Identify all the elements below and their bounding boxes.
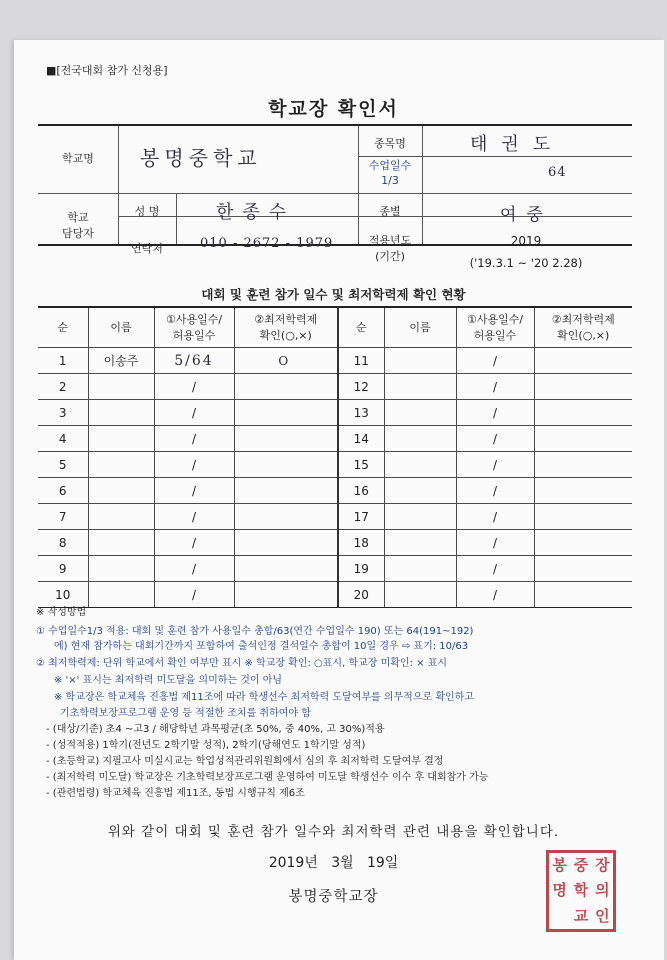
row-usage-right: / xyxy=(456,400,534,426)
table-row xyxy=(38,400,632,426)
row-check-right xyxy=(534,582,632,608)
row-name xyxy=(88,374,154,400)
note-4b: 기초학력보장프로그램 운영 등 적절한 조치를 취하여야 함 xyxy=(60,708,311,719)
note-5: - (대상/기준) 초4 ~고3 / 해당학년 과목평균(초 50%, 중 40%, 고 30%)적용 xyxy=(46,724,385,735)
row-usage: / xyxy=(154,530,234,556)
row-no: 6 xyxy=(38,478,88,504)
row-name-right xyxy=(384,348,456,374)
row-check xyxy=(234,374,338,400)
row-no-right: 20 xyxy=(338,582,384,608)
row-no-right: 11 xyxy=(338,348,384,374)
row-usage: / xyxy=(154,400,234,426)
seal-char: 학 xyxy=(573,881,589,900)
header-usage-left-line2: 허용일수 xyxy=(172,328,216,342)
row-name xyxy=(88,582,154,608)
row-no-right: 15 xyxy=(338,452,384,478)
row-name-right xyxy=(384,426,456,452)
header-check-left-line1: ②최저학력제 xyxy=(254,312,318,326)
seal-char: 명 xyxy=(552,881,567,900)
school-days-value: 64 xyxy=(548,165,567,180)
school-days-label-line2: 1/3 xyxy=(381,174,399,187)
row-usage: 5/64 xyxy=(154,348,234,374)
note-3: ※ '×' 표시는 최저학력 미도달을 의미하는 것이 아님 xyxy=(54,675,283,686)
participation-table xyxy=(38,306,632,608)
official-seal xyxy=(546,850,616,932)
row-name xyxy=(88,400,154,426)
row-no: 2 xyxy=(38,374,88,400)
note-9: - (관련법령) 학교체육 진흥법 제11조, 동법 시행규칙 제6조 xyxy=(46,788,305,799)
row-no: 10 xyxy=(38,582,88,608)
row-check: O xyxy=(234,348,338,374)
row-check-right xyxy=(534,452,632,478)
row-usage: / xyxy=(154,556,234,582)
row-check-right xyxy=(534,478,632,504)
row-no: 1 xyxy=(38,348,88,374)
row-no: 8 xyxy=(38,530,88,556)
table-header-row xyxy=(38,307,632,348)
row-no-right: 14 xyxy=(338,426,384,452)
header-usage-right xyxy=(456,307,534,348)
row-name xyxy=(88,530,154,556)
seal-char: 의 xyxy=(595,881,610,900)
row-usage-right: / xyxy=(456,426,534,452)
row-no: 3 xyxy=(38,400,88,426)
row-check-right xyxy=(534,530,632,556)
row-name-right xyxy=(384,374,456,400)
seal-char: 장 xyxy=(595,856,610,875)
table-row xyxy=(38,426,632,452)
confirmation-date: 2019년 3월 19일 xyxy=(268,855,399,871)
row-check xyxy=(234,556,338,582)
event-value: 태권도 xyxy=(470,134,565,155)
row-usage: / xyxy=(154,582,234,608)
row-name-right xyxy=(384,478,456,504)
row-usage: / xyxy=(154,374,234,400)
contact-label: 연락처 xyxy=(131,242,163,255)
seal-char: 인 xyxy=(595,906,610,925)
row-check xyxy=(234,400,338,426)
row-usage-right: / xyxy=(456,452,534,478)
row-check xyxy=(234,582,338,608)
row-check xyxy=(234,478,338,504)
table-row xyxy=(38,348,632,374)
note-1b: 에) 현재 참가하는 대회기간까지 포함하여 출석인정 결석일수 총합이 10일 경우 ⇨ 표기: 10/63 xyxy=(54,641,469,652)
table-row xyxy=(38,530,632,556)
table-row xyxy=(38,504,632,530)
header-usage-left xyxy=(154,307,234,348)
row-no-right: 12 xyxy=(338,374,384,400)
table-row xyxy=(38,452,632,478)
year-label xyxy=(358,233,422,265)
header-usage-left-line1: ①사용일수/ xyxy=(165,312,223,326)
row-no-right: 17 xyxy=(338,504,384,530)
row-name xyxy=(88,504,154,530)
row-no-right: 13 xyxy=(338,400,384,426)
row-no: 4 xyxy=(38,426,88,452)
row-no-right: 19 xyxy=(338,556,384,582)
category-label: 종별 xyxy=(379,205,401,218)
row-name xyxy=(88,556,154,582)
row-usage-right: / xyxy=(456,556,534,582)
row-check xyxy=(234,426,338,452)
year-label-line2: (기간) xyxy=(375,250,405,263)
row-check-right xyxy=(534,348,632,374)
row-check-right xyxy=(534,426,632,452)
signer-name: 봉명중학교장 xyxy=(288,889,379,905)
table-row xyxy=(38,478,632,504)
form-type-tag: ■[전국대회 참가 신청용] xyxy=(46,64,168,77)
header-check-left xyxy=(234,307,338,348)
row-usage: / xyxy=(154,426,234,452)
header-no-left: 순 xyxy=(38,307,88,348)
row-name: 이송주 xyxy=(88,348,154,374)
seal-char: 교 xyxy=(573,906,589,925)
row-no-right: 18 xyxy=(338,530,384,556)
year-value: 2019 xyxy=(510,234,542,248)
row-usage-right: / xyxy=(456,530,534,556)
row-name-right xyxy=(384,556,456,582)
row-usage-right: / xyxy=(456,348,534,374)
row-name xyxy=(88,478,154,504)
note-2: ② 최저학력제: 단위 학교에서 확인 여부만 표시 ※ 학교장 확인: ○표시, 학교장 미확인: × 표시 xyxy=(36,658,448,669)
school-days-label xyxy=(358,158,422,188)
row-usage: / xyxy=(154,504,234,530)
section-title: 대회 및 훈련 참가 일수 및 최저학력제 확인 현황 xyxy=(201,287,466,302)
note-7: - (초등학교) 지필고사 미실시교는 학업성적관리위원회에서 심의 후 최저학력 도달여부 결정 xyxy=(46,756,444,767)
header-check-right-line1: ②최저학력제 xyxy=(551,312,615,326)
school-name-value: 봉명중학교 xyxy=(140,146,262,170)
row-no-right: 16 xyxy=(338,478,384,504)
row-name-right xyxy=(384,452,456,478)
note-4a: ※ 학교장은 학교체육 진흥법 제11조에 따라 학생선수 최저학력 도달여부를 의무적으로 확인하고 xyxy=(54,692,474,703)
row-name xyxy=(88,452,154,478)
name-value: 한종수 xyxy=(216,202,296,223)
row-no: 5 xyxy=(38,452,88,478)
header-check-left-line2: 확인(○,×) xyxy=(259,328,312,342)
header-check-right-line2: 확인(○,×) xyxy=(557,328,610,342)
row-name-right xyxy=(384,400,456,426)
row-check-right xyxy=(534,374,632,400)
row-no: 7 xyxy=(38,504,88,530)
header-name-left: 이름 xyxy=(88,307,154,348)
seal-char: 중 xyxy=(573,856,589,875)
row-usage-right: / xyxy=(456,504,534,530)
header-name-right: 이름 xyxy=(384,307,456,348)
school-days-label-line1: 수업일수 xyxy=(368,159,412,172)
row-check-right xyxy=(534,400,632,426)
note-6: - (성적적용) 1학기(전년도 2학기말 성적), 2학기(당해연도 1학기말 성적) xyxy=(46,740,366,751)
notes-heading: ※ 작성방법 xyxy=(36,607,87,618)
row-check xyxy=(234,530,338,556)
header-check-right xyxy=(534,307,632,348)
document-title: 학교장 확인서 xyxy=(268,98,399,120)
school-name-label: 학교명 xyxy=(62,152,94,165)
row-usage-right: / xyxy=(456,374,534,400)
teacher-label-line2: 담당자 xyxy=(62,227,94,240)
category-value: 여중 xyxy=(500,205,553,225)
row-check xyxy=(234,452,338,478)
row-check xyxy=(234,504,338,530)
note-1a: ① 수업일수1/3 적용: 대회 및 훈련 참가 사용일수 총합/63(연간 수업일수 190) 또는 64(191~192) xyxy=(36,626,474,637)
year-range: ('19.3.1 ~ '20 2.28) xyxy=(469,256,583,270)
event-label: 종목명 xyxy=(374,137,406,150)
row-no: 9 xyxy=(38,556,88,582)
header-no-right: 순 xyxy=(338,307,384,348)
table-row xyxy=(38,582,632,608)
row-usage-right: / xyxy=(456,582,534,608)
row-name-right xyxy=(384,582,456,608)
teacher-label-line1: 학교 xyxy=(67,211,89,224)
row-usage: / xyxy=(154,478,234,504)
row-name-right xyxy=(384,504,456,530)
teacher-label xyxy=(38,210,118,242)
seal-char: 봉 xyxy=(552,856,567,875)
header-usage-right-line2: 허용일수 xyxy=(473,328,517,342)
row-check-right xyxy=(534,556,632,582)
note-8: - (최저학력 미도달) 학교장은 기초학력보장프로그램 운영하여 미도달 학생선수 이수 후 대회참가 가능 xyxy=(46,772,489,783)
row-check-right xyxy=(534,504,632,530)
confirmation-statement: 위와 같이 대회 및 훈련 참가 일수와 최저학력 관련 내용을 확인합니다. xyxy=(107,824,560,840)
row-usage-right: / xyxy=(456,478,534,504)
table-row xyxy=(38,556,632,582)
year-label-line1: 적용년도 xyxy=(368,234,412,247)
row-name xyxy=(88,426,154,452)
row-usage: / xyxy=(154,452,234,478)
table-row xyxy=(38,374,632,400)
row-name-right xyxy=(384,530,456,556)
contact-value: 010 - 2672 - 1979 xyxy=(200,236,334,251)
name-label: 성 명 xyxy=(134,205,160,218)
header-usage-right-line1: ①사용일수/ xyxy=(466,312,524,326)
